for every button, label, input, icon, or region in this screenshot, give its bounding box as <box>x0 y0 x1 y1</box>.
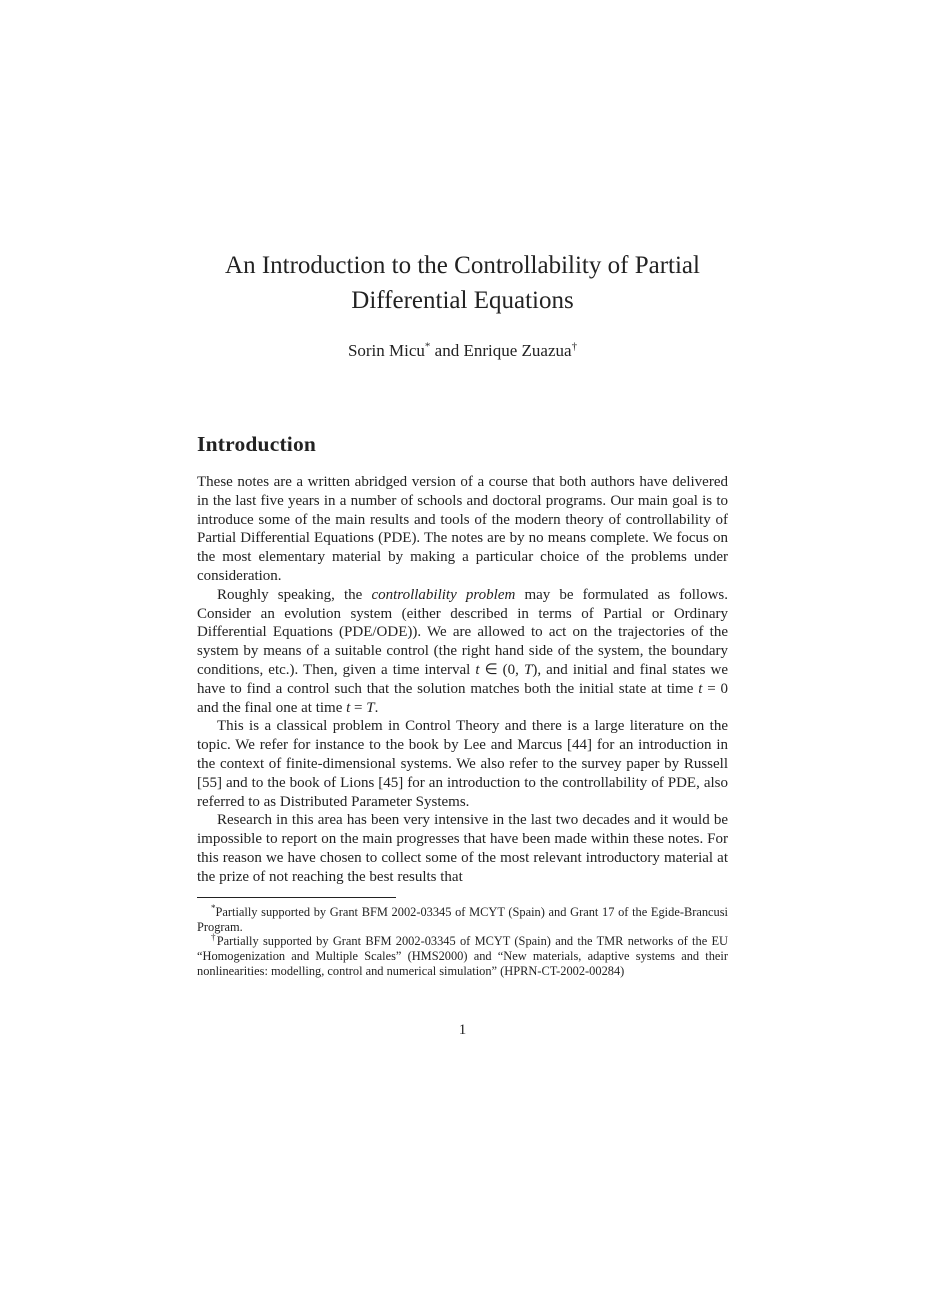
author-1-footnote-mark: * <box>424 340 431 353</box>
paragraph <box>197 717 728 811</box>
page-number: 1 <box>458 1022 467 1038</box>
text-run: Partially supported by Grant BFM 2002-03345 of MCYT (Spain) and Grant 17 of the Egide-Brancusi Program. <box>197 905 728 934</box>
footnote-list <box>197 902 729 979</box>
text-run: Partially supported by Grant BFM 2002-03345 of MCYT (Spain) and the TMR networks of the EU “Homogenization and Multiple Scales” (HMS2000) and “New materials, adaptive systems and their nonlinearities: modelling, control and numerical simulation” (HPRN-CT-2002-00284) <box>197 934 729 978</box>
text-run: may be formulated as follows. Consider an evolution system (either described in terms of Partial or Ordinary Differential Equations (PDE/ODE)). We are allowed to act on the trajectories of the system by means of a suitable control (the right hand side of the system, the boundary conditions, etc.). Then, given a time interval <box>197 586 728 678</box>
text-run: T <box>523 661 533 678</box>
body-paragraphs <box>197 473 728 887</box>
authors-separator: and <box>430 341 464 360</box>
paper-title-line-1: An Introduction to the Controllability of Partial <box>225 252 700 279</box>
author-2: Enrique Zuazua <box>463 341 572 360</box>
text-run: Research in this area has been very intensive in the last two decades and it would be impossible to report on the main progresses that have been made within these notes. For this reason we have chosen to collect some of the most relevant introductory material at the prize of not reaching the best results that <box>197 812 728 885</box>
text-run: T <box>366 699 375 716</box>
footnote <box>197 934 728 978</box>
paper-title <box>197 248 728 318</box>
text-run: t <box>475 661 480 678</box>
text-block <box>197 0 728 887</box>
footnote-mark: * <box>211 902 216 913</box>
author-1: Sorin Micu <box>347 341 425 360</box>
text-run: = 0 and the final one at time <box>197 680 728 716</box>
text-run: . <box>374 699 379 716</box>
text-run: This is a classical problem in Control Theory and there is a large literature on the topic. We refer for instance to the book by Lee and Marcus [44] for an introduction in the context of finite-dimensional systems. We also refer to the survey paper by Russell [55] and to the book of Lions [45] for an introduction to the controllability of PDE, also referred to as Distributed Parameter Systems. <box>197 718 728 810</box>
paragraph <box>197 811 728 886</box>
footnotes-block <box>197 897 728 979</box>
text-run: controllability problem <box>371 586 516 603</box>
text-run: Roughly speaking, the <box>217 586 372 603</box>
author-2-footnote-mark: † <box>571 340 578 353</box>
text-run: t <box>346 699 351 716</box>
footnote-rule <box>197 897 396 898</box>
paragraph <box>197 473 728 586</box>
authors-line <box>197 341 728 361</box>
text-run: ), and initial and final states we have to find a control such that the solution matches both the initial state at time <box>197 661 728 697</box>
text-run: These notes are a written abridged version of a course that both authors have delivered in the last five years in a number of schools and doctoral programs. Our main goal is to introduce some of the main results and tools of the modern theory of controllability of Partial Differential Equations (PDE). The notes are by no means complete. We focus on the most elementary material by making a particular choice of the problems under consideration. <box>197 474 728 584</box>
text-run: = <box>350 699 367 716</box>
footnote-mark: † <box>211 932 217 943</box>
section-heading-introduction: Introduction <box>197 432 317 456</box>
paragraph <box>197 586 728 718</box>
text-run: t <box>698 680 703 697</box>
paper-title-line-2: Differential Equations <box>351 287 574 314</box>
text-run: ∈ (0, <box>479 661 524 678</box>
footnote <box>197 902 728 934</box>
